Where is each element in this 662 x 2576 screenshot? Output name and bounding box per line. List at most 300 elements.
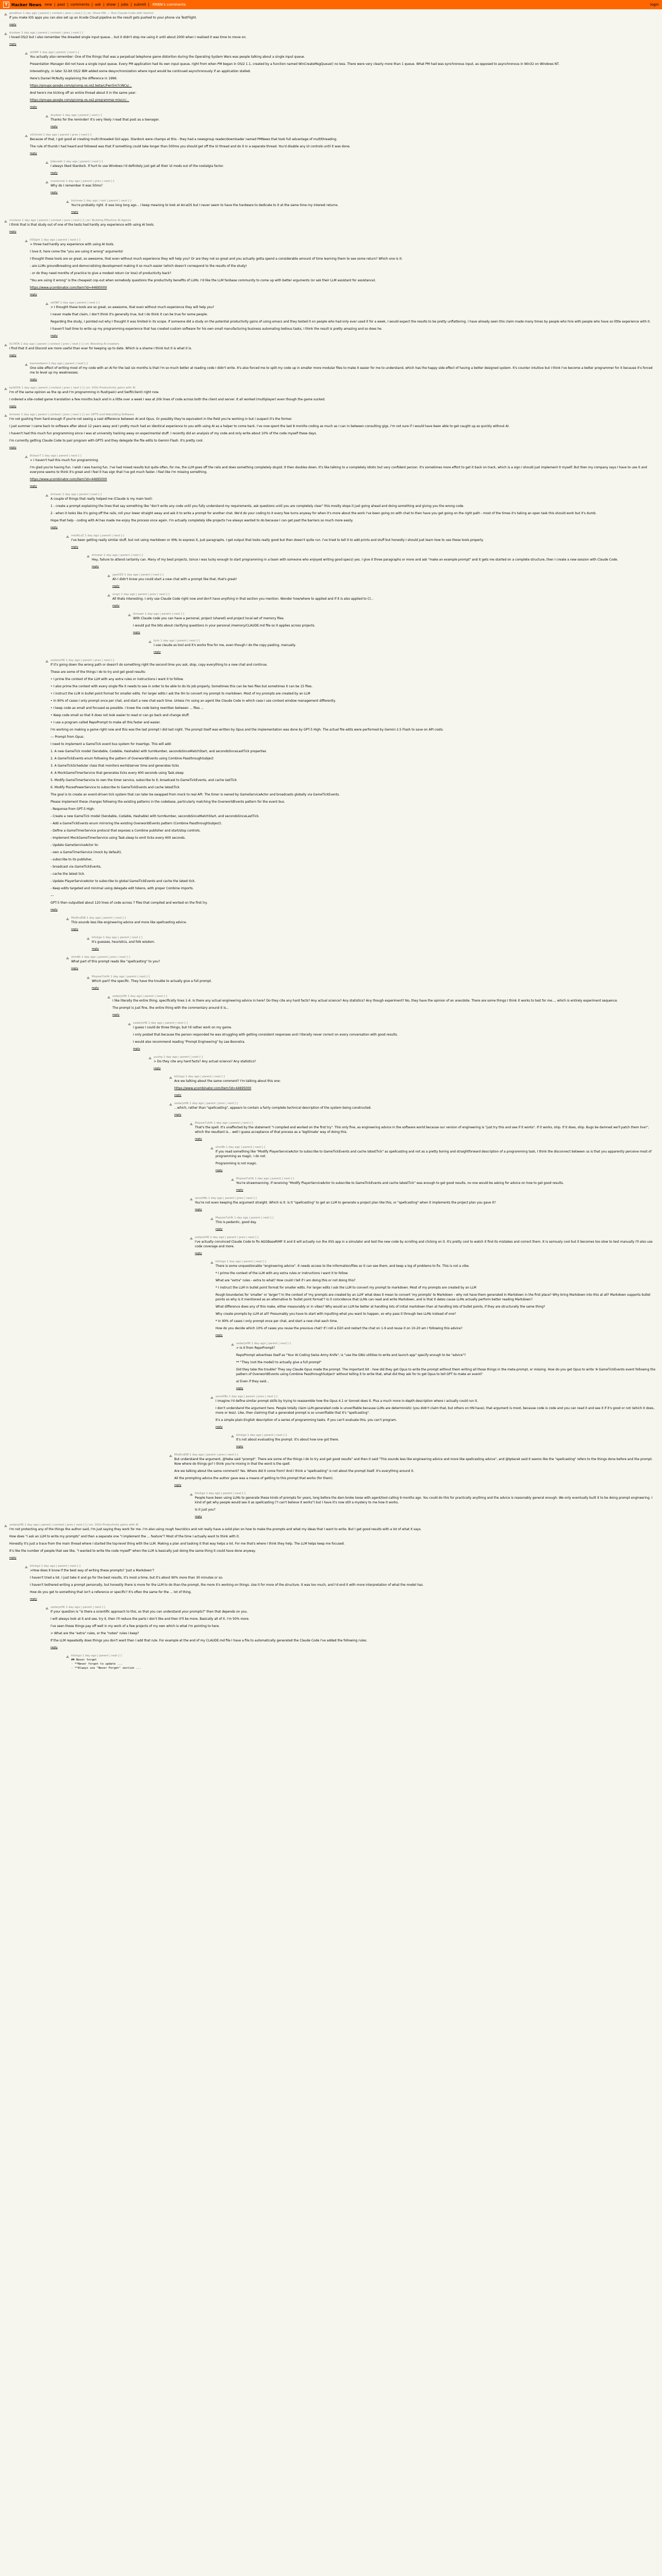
comment-paragraph: I'm working on making a game right now and this was the last prompt I did last night. The prompt itself was written by Opus and the implementation was done by GPT-5 High. The actual file edits were performed by Gemini 2.5 Flash to save on API costs. — [51, 728, 444, 732]
comment-paragraph: What are "extra" rules - extra to what? How could I tell if I am doing this or not doing this? — [216, 1279, 356, 1282]
upvote-arrow-icon[interactable] — [4, 12, 7, 15]
reply-link[interactable]: reply — [154, 1067, 161, 1070]
comment-text — [195, 1240, 658, 1249]
comment-meta[interactable]: sodarjvHK 1 day ago | parent | next [-] — [133, 1022, 188, 1025]
comment-paragraph: - Define a GameTimerService protocol that exposes a Combine publisher and start/stop controls. — [51, 829, 201, 833]
comment-meta[interactable]: drmawr 1 day ago | parent | next [-] — [133, 613, 185, 616]
reply-link[interactable]: reply — [133, 631, 140, 634]
comment-meta[interactable]: vOntroid 1 day ago | parent | prev | next [-] — [30, 133, 92, 137]
comment-paragraph: If it's going down the wrong path or doesn't do something right the second time you ask, stop, copy everything to a new chat and continue. — [51, 663, 268, 667]
nav-past[interactable]: past — [57, 2, 65, 7]
reply-link[interactable]: reply — [51, 908, 58, 911]
nav-separator: | — [130, 2, 132, 7]
comment-meta[interactable]: sodarjvHK 1 day ago | parent | next [-] — [112, 995, 167, 998]
comment-meta[interactable]: kltckgo 1 day ago | parent | next [-] — [30, 1565, 80, 1568]
comment-meta[interactable]: kltckgo 1 day ago | parent | next [-] — [174, 1075, 225, 1078]
reply-link[interactable]: reply — [51, 172, 58, 175]
comment-text — [30, 55, 658, 103]
comment-text — [133, 1025, 658, 1044]
comment — [210, 1260, 658, 1337]
comment-body — [71, 534, 658, 549]
upvote-arrow-icon[interactable] — [45, 659, 48, 663]
comment-text — [71, 920, 658, 925]
comment-meta[interactable]: xenoHBs 1 day ago | parent | prev | next [-] — [216, 1395, 277, 1398]
reply-link[interactable]: reply — [9, 1556, 16, 1560]
comment-body — [112, 573, 658, 588]
upvote-arrow-icon[interactable] — [190, 1197, 193, 1200]
comment-meta[interactable]: tjdevwbi 1 day ago | parent | next [-] — [51, 160, 103, 163]
upvote-arrow-icon[interactable] — [190, 1122, 193, 1125]
comment — [169, 1453, 658, 1487]
comment-meta[interactable]: sodarjvHK 1 day ago | parent | next [-] — [51, 1606, 105, 1609]
reply-link[interactable]: reply — [51, 334, 58, 337]
comment-paragraph: a) Even if they said... — [236, 1380, 269, 1383]
comment-text — [71, 203, 658, 208]
comment-meta[interactable]: MixEndDB 1 day ago | parent | next [-] — [71, 917, 126, 920]
comment-paragraph: What part of this prompt reads like "spellcasting" to you? — [71, 960, 160, 963]
comment-meta[interactable]: scarecrow 1 day ago | parent | prev | next [-] — [51, 180, 114, 183]
comment-meta[interactable]: srcgn 1 day ago | parent | prev | next [-] — [112, 593, 170, 596]
comment-meta[interactable]: kesmeskemi 1 day ago | parent | next [-] — [30, 362, 88, 365]
comment-meta[interactable]: sodarjvHK 1 day ago | parent | prev | next [-] — [195, 1236, 259, 1239]
comment-paragraph: I loved OS/2 but I also remember the dreaded single input queue... but it didn't stop me using it until about 2000 when I realised it was time to move on. — [9, 36, 247, 39]
upvote-arrow-icon[interactable] — [45, 114, 48, 117]
comment-meta[interactable]: Mvpsw7uhfk 1 day ago | parent | next [-] — [216, 1216, 274, 1219]
comment-paragraph: Honestly it's just a trace from the main thread where I started the top-level thing with the LLM. Making a plan and tasking it that way helps a lot. For me that's where I think they help. The LLM helps keep me focused. — [9, 1542, 345, 1546]
comment-body — [174, 1101, 658, 1117]
upvote-arrow-icon[interactable] — [148, 1056, 152, 1059]
reply-link[interactable]: reply — [112, 1013, 120, 1016]
comment-meta[interactable]: sodarjvHK 1 day ago | parent | context | prev | next [-] | on: 100x Productivity gains with AI — [9, 1523, 139, 1527]
comment — [107, 592, 658, 608]
comment-paragraph: Why create prompts by LLM at all? Presumably you have to start with inputting what you want to happen, so why pass it through two LLMs instead of one? — [216, 1312, 456, 1316]
comment-meta[interactable]: drmawr 1 day ago | parent | next [-] — [51, 493, 102, 496]
comment-paragraph: I use claude as tool and it's works fine for me, even though I do the copy pasting, manually. — [154, 643, 296, 647]
upvote-arrow-icon[interactable] — [87, 937, 90, 940]
comment-body — [51, 113, 658, 129]
comment-text — [216, 1149, 658, 1166]
reply-link[interactable]: reply — [216, 1426, 223, 1429]
comment-paragraph: How do you get to something that isn't a reference or specific? It's often the same for the ... lot of thing. — [30, 1590, 192, 1594]
comment-body — [154, 1055, 658, 1071]
upvote-arrow-icon[interactable] — [45, 494, 48, 497]
comment-link[interactable]: https://www.ycombinator.com/item?id=44695000 — [30, 286, 107, 290]
comment-meta[interactable]: sk0NP 1 day ago | parent | next [-] — [51, 301, 100, 304]
comment-body — [236, 1177, 658, 1192]
upvote-arrow-icon[interactable] — [45, 180, 48, 183]
upvote-arrow-icon[interactable] — [107, 995, 110, 998]
nav-new[interactable]: new — [44, 2, 52, 7]
upvote-arrow-icon[interactable] — [169, 1076, 172, 1079]
comment-body — [51, 658, 658, 912]
comment-meta[interactable]: shm8k 1 day ago | parent | next [-] — [216, 1146, 266, 1149]
comment-body — [30, 50, 658, 109]
upvote-arrow-icon[interactable] — [25, 363, 28, 366]
upvote-arrow-icon[interactable] — [231, 1434, 234, 1437]
comment-meta[interactable]: kltckgo 1 day ago | parent | next [-] — [236, 1434, 287, 1437]
comment-text — [195, 1125, 658, 1134]
comment-paragraph: 3. A GameTickScheduler class that monitors world/server time and generates ticks — [51, 764, 179, 768]
comment-body — [112, 994, 658, 1017]
reply-link[interactable]: reply — [112, 604, 120, 607]
comment-paragraph: You actually also remember: One of the things that was a perpetual telephone game distortion during the Operating System Wars was people talking about a single input queue. — [30, 55, 305, 59]
nav-jobs[interactable]: jobs — [121, 2, 129, 7]
comment-paragraph: I've actually convinced Claude Code to fix AGGBaseRiMF it and it will actually run the XSS app in a simulator and test the new code by scrolling and clicking on it. It's pretty cool to watch it find its mistakes and correct them. It is seriously cool but it becomes too slow to test manually I'll also use code coverage and more. — [195, 1240, 653, 1248]
reply-link[interactable]: reply — [236, 1189, 243, 1192]
comment — [87, 553, 658, 569]
reply-link[interactable]: reply — [92, 987, 99, 990]
reply-link[interactable]: reply — [9, 230, 16, 233]
upvote-arrow-icon[interactable] — [25, 134, 28, 137]
comment-meta[interactable]: drmawr 1 day ago | parent | context | prev | next [-] | on: GPT5 and Rebuilding Software — [9, 413, 134, 416]
upvote-arrow-icon[interactable] — [4, 1524, 7, 1527]
reply-link[interactable]: reply — [51, 191, 58, 194]
reply-link[interactable]: reply — [30, 106, 37, 109]
comment-body — [133, 612, 658, 635]
comment-paragraph: --- Prompt from Opus: — [51, 735, 85, 739]
comment-meta[interactable]: bluhnee 1 day ago | root | parent | next [-] — [71, 199, 131, 202]
comment-paragraph: - Add a GameTickEvents enum mirroring the existing OverworldEvents pattern (Combine PassthroughSubject). — [51, 822, 222, 825]
comment-paragraph: Which part? the specific. They have the trouble to actually give a full prompt. — [92, 979, 212, 983]
reply-link[interactable]: reply — [112, 585, 120, 588]
upvote-arrow-icon[interactable] — [169, 1103, 172, 1106]
upvote-arrow-icon[interactable] — [4, 343, 7, 346]
reply-link[interactable]: reply — [9, 23, 16, 26]
upvote-arrow-icon[interactable] — [45, 161, 48, 164]
upvote-arrow-icon[interactable] — [25, 239, 28, 242]
comment-text — [51, 663, 658, 905]
comment-meta[interactable]: kltckgo 1 day ago | parent | next [-] — [71, 1654, 122, 1657]
upvote-arrow-icon[interactable] — [87, 554, 90, 557]
comment-paragraph: Is it just you? — [195, 1508, 216, 1512]
reply-link[interactable]: reply — [30, 152, 37, 155]
reply-link[interactable]: reply — [51, 125, 58, 128]
comment — [45, 179, 658, 195]
comment-paragraph: I always liked Stardock. If hurt to use Windows I'd definitely just get all their UI mods out of the nostalgia factor. — [51, 164, 224, 168]
upvote-arrow-icon[interactable] — [231, 1178, 234, 1181]
comment-meta[interactable]: tOOgrk 1 day ago | parent | next [-] — [30, 239, 80, 242]
comment-paragraph: I like literally the entire thing, specifically lines 1-6. Is there any actual engineering advice in here? Do they cite any hard facts? Any actual science? Any statistics? Any though experiment? No, they have the opinion of an anecdote. There are some things I think it works to test for me..., which is entirely experiment sequence. — [112, 999, 618, 1003]
reply-link[interactable]: reply — [71, 928, 78, 931]
reply-link[interactable]: reply — [154, 651, 161, 654]
comment-paragraph: I'm not gushing from hard enough if you're not seeing a vast difference between AI and Opus. Or possibly they're equivalent in the field you're working in but I suspect it's the former. — [9, 417, 292, 421]
upvote-arrow-icon[interactable] — [128, 1022, 131, 1025]
comment-paragraph: You're strawmanning. If receiving "Modify PlayerServiceActor to subscribe to GameTickEvents and cache latestTick" was enough to get good results, no one would be asking for advice on how to get good results. — [236, 1181, 564, 1185]
comment-text — [30, 1568, 658, 1595]
comment-paragraph: "You are using it wrong" is the cheapest cop-out when somebody questions the productivity benefits of LLMs. I'd like the LLM fanbase community to come up with better arguments (or ask their LLM assistant for assistance). — [30, 279, 376, 282]
comment — [45, 160, 658, 175]
upvote-arrow-icon[interactable] — [190, 1236, 193, 1240]
comment-meta[interactable]: shm8k 1 day ago | parent | prev | next [-] — [71, 956, 130, 959]
reply-link[interactable]: reply — [195, 1515, 202, 1518]
comment-meta[interactable]: kltckgo 1 day ago | parent | next [-] — [216, 1260, 266, 1263]
reply-link[interactable]: reply — [9, 446, 16, 449]
upvote-arrow-icon[interactable] — [107, 594, 110, 597]
comment-text — [51, 1609, 658, 1643]
reply-link[interactable]: reply — [216, 1334, 223, 1337]
comment-paragraph: 2 - when it looks like it's going off the rails, roll your lower straight away and ask it to write a prompt for another chat. We'd do your coding to it every few turns anyway for when it's more about the work I've been going on with chat to then have you get going on the right path - most of the times it's taking an open task this should work but it's dumb. — [51, 512, 597, 515]
comment-meta[interactable]: sodarjvHK 1 day ago | parent | next [-] — [236, 1342, 291, 1345]
comment-paragraph: I'm of the same opinion as the op and I'm programming in Rust(pain) and Swift(client) right now. — [9, 391, 159, 394]
comment — [148, 639, 658, 654]
comment-text — [30, 242, 658, 290]
upvote-arrow-icon[interactable] — [87, 976, 90, 979]
comment-link[interactable]: https://www.ycombinator.com/item?id=44695000 — [174, 1087, 252, 1090]
comment-paragraph: I've seen these things pay off well in my work of a few projects of my own which is what I'm pointing to here. — [51, 1624, 220, 1628]
comment — [25, 362, 658, 382]
upvote-arrow-icon[interactable] — [190, 1493, 193, 1496]
comment — [87, 975, 658, 990]
comment-text — [71, 538, 658, 543]
comment-paragraph: If you read something like "Modify PlayerServiceActor to subscribe to GameTickEvents and cache latestTick" as spellcasting and not as a pretty boring and straightforward description of a programming task, I think the disconnect between us is that you apparently perceive most of programming as magic. I do not. — [216, 1150, 652, 1158]
comment-paragraph: 4. A MockGameTimerService that generates ticks every 600 seconds using Task.sleep — [51, 771, 184, 775]
upvote-arrow-icon[interactable] — [25, 52, 28, 55]
nav-ask[interactable]: ask — [94, 2, 101, 7]
comment-meta[interactable]: xenoHBs 1 day ago | parent | prev | next [-] — [195, 1197, 257, 1200]
comment-paragraph: - Update GameServiceActor to: — [51, 843, 99, 847]
comment-paragraph: With Claude code you can have a personal, project (shared) and project local set of memory files. — [133, 617, 285, 620]
comment-meta[interactable]: ypeVZ9 1 day ago | parent | next [-] — [112, 573, 164, 577]
upvote-arrow-icon[interactable] — [231, 1343, 234, 1346]
comment-paragraph: I love it, here come the "you are using it wrong" arguments! — [30, 250, 123, 253]
comment — [45, 301, 658, 338]
site-name-link[interactable]: Hacker News — [11, 2, 42, 7]
reply-link[interactable]: reply — [9, 405, 16, 408]
comment-link[interactable]: https://groups.google.com/g/comp.os.os2.programmer.misc/c/... — [30, 98, 129, 102]
comment-body — [195, 1196, 658, 1212]
comment-paragraph: What difference does any of this make, either measurably or in vibes? Why would an LLM be better at handling lots of initial markdown than at handling lots of bullet points, if they are structurally the same thing? — [216, 1305, 545, 1309]
comment-meta[interactable]: drmawr 1 day ago | parent | next [-] — [92, 554, 143, 557]
comment — [87, 936, 658, 951]
comment-link[interactable]: https://groups.google.com/g/comp.os.os2.beta/c/Fwn5m7ciNCs/... — [30, 84, 132, 88]
reply-link[interactable]: reply — [9, 43, 16, 46]
comment-paragraph: I ordered a site-coded game translation a few months back and in a little over a week I was at 20k lines of code across both the client and server. It all worked (multiplayer) even though the game sucked. — [9, 398, 325, 401]
comment — [4, 413, 658, 450]
comment-body — [51, 160, 658, 175]
comment-meta[interactable]: mkzKLsZ 1 day ago | parent | next [-] — [71, 534, 124, 537]
comment-paragraph: Regarding the study, I pointed out why I thought it was limited in its scope. If someone did a study on the potential productivity gains of using emacs and they tested it on people who had only ever used it for a week, I would expect the results to be pretty unflattering. I have already seen this claim made many times by people who hire with people who have so little experience with it. — [51, 320, 651, 324]
upvote-arrow-icon[interactable] — [210, 1396, 213, 1399]
comment-paragraph: People have been using LLMs to generate these kinds of prompts for years, long before the dam broke loose with agent/tool-calling 9 months ago. You could do this for practically anything and the advice is reasonably general enough. We only eventually built it to be doing prompt engineering. I kind of get why people would see it as spellcasting ("I can't believe it works") but I have it's now still a mystery to me how it works. — [195, 1496, 653, 1504]
comment-paragraph: 2. A GameTickEvents enum following the pattern of OverworldEvents using Combine PassthroughSubject — [51, 757, 214, 760]
comment-body — [9, 218, 658, 234]
reply-link[interactable]: reply — [133, 1047, 140, 1050]
comment — [66, 916, 658, 931]
reply-link[interactable]: reply — [92, 947, 99, 951]
comment — [128, 1021, 658, 1051]
comment-paragraph: > I thought these tools are so great, so awesome, that even without much experience they will help you? — [51, 306, 214, 309]
comment-paragraph: • I also prime the context with every single file it needs to see in order to be able to do its job properly. Sometimes this can be two files but sometimes it can be 15 files. — [51, 685, 313, 688]
comment-text — [112, 597, 658, 601]
upvote-arrow-icon[interactable] — [148, 640, 152, 643]
comment-paragraph: Programming is not magic. — [216, 1162, 257, 1165]
reply-link[interactable]: reply — [71, 546, 78, 549]
comment-meta[interactable]: drydeer 1 day ago | parent | context | prev | next [-] — [9, 31, 84, 35]
reply-link[interactable]: reply — [71, 211, 78, 214]
comment-text — [154, 643, 658, 648]
comment-paragraph: I'm currently getting Claude Code to pair program with GPT5 and they delegate the file edits to Gemini Flash. It's pretty cool. — [9, 439, 204, 443]
comment-paragraph: - Update PlayerServiceActor to subscribe to global GameTickEvents and cache the latest tick. — [51, 879, 196, 883]
comment-paragraph: >How does it know if the best way of writing these prompts? 'Just a Markdown'? — [30, 1569, 155, 1572]
comment-paragraph: - broadcast via GameTickEvents, — [51, 865, 102, 869]
comment-body — [236, 1433, 658, 1449]
comment-text — [236, 1181, 658, 1185]
comment-paragraph: Hope that help - coding with AI has made me enjoy the process once again. I'm actually completely idle projects I've always wanted to do because I can get past the barriers so much more easily. — [51, 519, 353, 522]
upvote-arrow-icon[interactable] — [169, 1454, 172, 1457]
comment-paragraph: The rule of thumb I had heard and followed was that if something could take longer than 500ms you should get off the UI thread and do it in a separate thread. You'd disable any UI controls until it was done. — [30, 145, 351, 148]
upvote-arrow-icon[interactable] — [210, 1261, 213, 1264]
comment-body — [9, 413, 658, 450]
comment-paragraph: - or do they need months of practice to give a modest return (or loss) of productivity back? — [30, 272, 171, 275]
reply-link[interactable]: reply — [30, 378, 37, 381]
comment-paragraph: If the LLM repeatedly does things you don't want then I add that rule. For example at the end of my CLAUDE.md file I have a file to automatically generated the Claude Code I've added the following rules: — [51, 1639, 367, 1642]
comment-body — [92, 975, 658, 990]
comment-paragraph: * I prime the context of the LLM with any extra rules or instructions I want it to follow. — [216, 1272, 349, 1275]
reply-link[interactable]: reply — [174, 1113, 181, 1116]
upvote-arrow-icon[interactable] — [4, 414, 7, 417]
comment-text — [71, 959, 658, 964]
nav-separator: | — [103, 2, 105, 7]
comment-paragraph: I would put the bits about clarifying questions in your personal /memory/CLAUDE.md file so it applies across projects. — [133, 624, 316, 628]
comment-text — [236, 1437, 658, 1442]
comment-meta[interactable]: kltckgo 1 day ago | parent | next [-] — [195, 1492, 245, 1495]
upvote-arrow-icon[interactable] — [210, 1217, 213, 1220]
comment-body — [30, 238, 658, 297]
upvote-arrow-icon[interactable] — [25, 455, 28, 458]
comment-meta[interactable]: kpdOOk 1 day ago | parent | context | prev | next [-] | on: 100x Productivity gains with AI — [9, 386, 136, 389]
reply-link[interactable]: reply — [216, 1169, 223, 1172]
comment-link[interactable]: https://www.ycombinator.com/item?id=44695000 — [30, 478, 107, 481]
comment — [66, 955, 658, 971]
comment-text — [195, 1496, 658, 1512]
comment — [190, 1196, 658, 1212]
comment-list — [0, 9, 662, 1673]
reply-link[interactable]: reply — [51, 526, 58, 529]
comment-meta[interactable]: sodarjvHK 1 day ago | parent | prev | next [-] — [51, 659, 114, 662]
comment-paragraph: • Keep code small so that it does not look easier to read or can go back and change stuff. — [51, 714, 190, 717]
comment-text — [195, 1200, 658, 1205]
comment-text — [92, 940, 658, 944]
upvote-arrow-icon[interactable] — [25, 1565, 28, 1568]
comment-paragraph: I need to implement a GameTick event bus system for Insertigo. This will add: — [51, 742, 172, 746]
comment-meta[interactable]: Mvpsw7uhfk 1 day ago | parent | next [-] — [195, 1122, 253, 1125]
comment-meta[interactable]: Mvpsw7uhfk 1 day ago | parent | next [-] — [92, 975, 150, 978]
comment-text — [51, 305, 658, 331]
reply-link[interactable]: reply — [195, 1208, 202, 1211]
comment-meta[interactable]: jkvh 1 day ago | parent | next [-] — [154, 639, 200, 642]
comment — [25, 454, 658, 488]
upvote-arrow-icon[interactable] — [66, 535, 69, 538]
comment — [169, 1075, 658, 1097]
reply-link[interactable]: reply — [92, 565, 99, 568]
comment-text — [133, 616, 658, 628]
comment-meta[interactable]: yuuhp 1 day ago | parent | next [-] — [154, 1056, 203, 1059]
site-logo[interactable]: Y — [3, 2, 9, 8]
comment-meta[interactable]: 0x7KTA 1 day ago | parent | context | prev | next [-] | on: Blocking AI crawlers — [9, 343, 120, 346]
upvote-arrow-icon[interactable] — [66, 200, 69, 203]
reply-link[interactable]: reply — [195, 1138, 202, 1141]
reply-link[interactable]: reply — [51, 1646, 58, 1649]
upvote-arrow-icon[interactable] — [66, 956, 69, 959]
comment-paragraph: 1 - create a prompt explaining the lines that say something like "don't write any code until you fully understand my requirements, ask questions until you are completely clear" this mostly stops it just going ahead and doing something and giving you the wrong code. — [51, 504, 465, 508]
comment-meta[interactable]: Mvpsw7uhfk 1 day ago | parent | next [-] — [236, 1177, 294, 1180]
comment-text — [51, 164, 658, 168]
reply-link[interactable]: reply — [71, 967, 78, 970]
upvote-arrow-icon[interactable] — [4, 387, 7, 390]
upvote-arrow-icon[interactable] — [45, 1606, 48, 1609]
comment-paragraph: • I keep code as small and focused as possible. I knew the code being rewritten between ... files ... — [51, 706, 204, 710]
comment-paragraph: I guess I could do three things, but I'd rather work on my game. — [133, 1026, 232, 1029]
upvote-arrow-icon[interactable] — [4, 32, 7, 35]
comment-paragraph: I never made that claim, I don't think it's generally true, but I do think it can be true for some people. — [51, 313, 208, 316]
comment-paragraph: You're not even keeping the argument straight. Which is it: is it "spellcasting" to get an LLM to generate a project plan like this, or "spellcasting" when it implements the project plan you gave it? — [195, 1201, 496, 1205]
comment-text — [9, 223, 658, 227]
comment-paragraph: - Keep edits targeted and minimal using delegate edit tokens, with proper Combine imports. — [51, 887, 194, 890]
comment — [66, 199, 658, 214]
upvote-arrow-icon[interactable] — [107, 574, 110, 577]
upvote-arrow-icon[interactable] — [66, 917, 69, 920]
comment-meta[interactable]: MixEndDB 1 day ago | parent | prev | next [-] — [174, 1453, 238, 1456]
comment-paragraph: * I instruct the LLM in bullet point format for smaller edits. For larger edits I ask the LLM to convert my prompt to markdown. Most of my prompts are created by an LLM — [216, 1286, 476, 1290]
comment-meta[interactable]: jprobtion 1 day ago | parent | context | prev | next [-] | on: Show HN: — Run Claude Code with Gemini — [9, 12, 154, 15]
comment-paragraph: • I prime the context of the LLM with any extra rules or instructions I want it to follow. — [51, 677, 184, 681]
login-link[interactable]: login — [650, 2, 659, 7]
comment-paragraph: > three had hardly any experience with using AI tools. — [30, 243, 114, 246]
reply-link[interactable]: reply — [216, 1228, 223, 1231]
reply-link[interactable]: reply — [174, 1094, 181, 1097]
reply-link[interactable]: reply — [174, 1484, 181, 1487]
comment-body — [236, 1342, 658, 1391]
comment-meta[interactable]: drydeer 1 day ago | parent | next [-] — [51, 114, 102, 117]
comment-meta[interactable]: sk0NP 1 day ago | parent | next [-] — [30, 51, 79, 54]
reply-link[interactable]: reply — [236, 1445, 243, 1448]
comment-paragraph: 5. Modify GameTimerService to own the timer service, subscribe to it, broadcast to GameTickEvents, and cache lastTick — [51, 778, 237, 782]
comment-meta[interactable]: kltckgo 1 day ago | parent | next [-] — [92, 936, 142, 939]
comment-body — [92, 553, 658, 569]
comment-meta[interactable]: 8cbasrT 1 day ago | parent | next [-] — [30, 454, 81, 457]
nav-submit[interactable]: submit — [134, 2, 146, 7]
comment-meta[interactable]: mrsteve 1 day ago | parent | context | prev | next [-] | on: Building Effective AI Agents — [9, 219, 131, 222]
upvote-arrow-icon[interactable] — [128, 613, 131, 616]
reply-link[interactable]: reply — [30, 485, 37, 488]
comment-body — [30, 1564, 658, 1601]
comment-text — [9, 1527, 658, 1553]
upvote-arrow-icon[interactable] — [66, 1655, 69, 1658]
comment-body — [9, 342, 658, 358]
upvote-arrow-icon[interactable] — [45, 302, 48, 305]
comment — [4, 31, 658, 46]
reply-link[interactable]: reply — [236, 1387, 243, 1390]
comment-paragraph: --- — [51, 894, 54, 897]
comment-paragraph: I haven't had this much fun programming since I was at university hacking away on experimental stuff. I recently did an analysis of my code and only write about 10% of the code myself these days. — [9, 432, 317, 435]
comment-paragraph: And here's me kicking off an entire thread about it in the same year: — [30, 91, 137, 95]
comment — [66, 1654, 658, 1673]
upvote-arrow-icon[interactable] — [4, 219, 7, 223]
reply-link[interactable]: reply — [30, 293, 37, 296]
comment-paragraph: It's guesses, heuristics, and folk wisdom. — [92, 940, 155, 944]
comment — [4, 11, 658, 27]
nav-comments[interactable]: comments — [70, 2, 90, 7]
comment-meta[interactable]: sodarjvHK 1 day ago | parent | prev | next [-] — [174, 1102, 238, 1105]
nav-show[interactable]: show — [106, 2, 116, 7]
upvote-arrow-icon[interactable] — [210, 1146, 213, 1149]
reply-link[interactable]: reply — [195, 1252, 202, 1255]
reply-link[interactable]: reply — [30, 1598, 37, 1601]
comment-paragraph: Here's Daniel McNulty explaining the difference in 1996: — [30, 77, 118, 80]
comment — [45, 1605, 658, 1650]
reply-link[interactable]: reply — [9, 354, 16, 357]
comment-paragraph: If your question is "is there a scientific approach to this, so that you can understand your prompts?" then that depends on you. — [51, 1610, 248, 1614]
